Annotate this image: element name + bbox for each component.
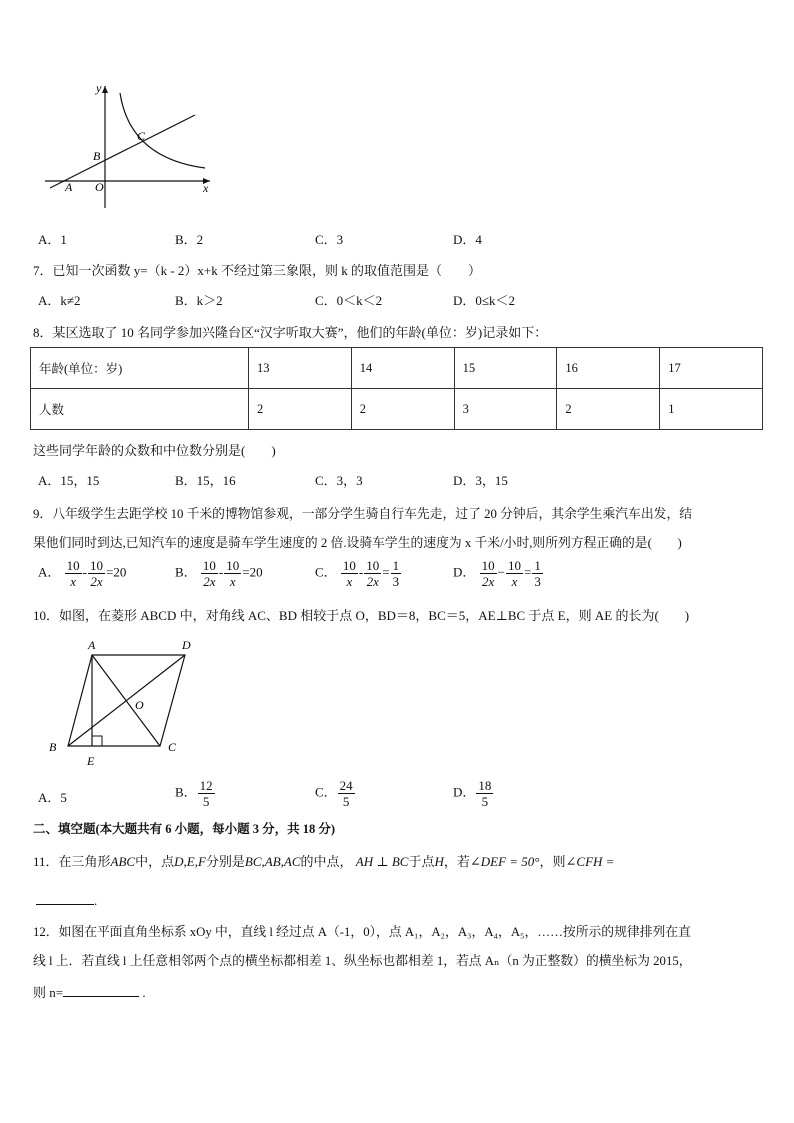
- numerator: 10: [89, 558, 103, 573]
- numerator: 10: [226, 558, 240, 573]
- option-label: D．: [453, 784, 476, 800]
- numerator: 10: [366, 558, 380, 573]
- fraction: [224, 558, 241, 589]
- table-cell: 人数: [31, 389, 249, 430]
- label-C: C: [137, 129, 146, 143]
- q7-option-d[interactable]: D．0≤k＜2: [453, 293, 516, 308]
- q6-option-b[interactable]: B．2: [175, 232, 204, 247]
- age-table: [30, 347, 763, 430]
- text: ，则: [539, 854, 566, 869]
- fraction: [364, 558, 381, 589]
- q12-line1: 12．如图在平面直角坐标系 xOy 中，直线 l 经过点 A（-1，0），点 A₁，A₂，A₃，A₄，A₅，……按所示的规律排列在直: [33, 925, 691, 939]
- section-2-heading: 二、填空题(本大题共有 6 小题，每小题 3 分，共 18 分): [33, 822, 336, 836]
- numerator: 1: [392, 558, 400, 573]
- numerator: 10: [481, 558, 495, 573]
- numerator: 10: [507, 558, 521, 573]
- q6-option-c[interactable]: C．3: [315, 232, 344, 247]
- fraction: [65, 558, 82, 589]
- q10-option-a[interactable]: [38, 787, 67, 806]
- q7-option-c[interactable]: C．0＜k＜2: [315, 293, 383, 308]
- label-E: E: [87, 754, 95, 768]
- math: AH ⊥ BC: [355, 854, 409, 869]
- q8-text: 8．某区选取了 10 名同学参加兴隆台区“汉字听取大赛”，他们的年龄(单位：岁)记录如下：: [33, 325, 548, 340]
- label-O: O: [95, 180, 104, 194]
- table-cell: 3: [454, 389, 557, 430]
- denominator: 2x: [90, 574, 103, 589]
- q8-question: 这些同学年龄的众数和中位数分别是( ): [33, 443, 276, 458]
- rhs: =20: [105, 564, 127, 580]
- hyperbola-graph: [120, 93, 205, 168]
- fraction: [201, 558, 218, 589]
- q12-answer-blank[interactable]: [63, 982, 139, 997]
- q9-option-d[interactable]: [453, 558, 544, 589]
- fraction: [480, 558, 497, 589]
- math: ABC: [110, 854, 136, 869]
- fraction: [338, 778, 355, 809]
- table-cell: 2: [351, 389, 454, 430]
- q8-option-b[interactable]: B．15，16: [175, 473, 236, 488]
- q10-option-d[interactable]: [453, 778, 494, 809]
- q8-option-d[interactable]: D．3，15: [453, 473, 508, 488]
- numerator: 12: [199, 778, 213, 793]
- table-row: [31, 348, 763, 389]
- q6-option-d[interactable]: D．4: [453, 232, 482, 247]
- fraction: [476, 778, 493, 809]
- q9-option-b[interactable]: [175, 558, 263, 589]
- table-cell: 2: [557, 389, 660, 430]
- table-cell: 17: [660, 348, 763, 389]
- operator: −: [497, 564, 505, 580]
- q8-option-c[interactable]: C．3，3: [315, 473, 363, 488]
- fraction: [88, 558, 105, 589]
- line-graph: [50, 115, 195, 188]
- q10-text: 10．如图，在菱形 ABCD 中，对角线 AC、BD 相较于点 O，BD＝8，BC＝5，AE⊥BC 于点 E，则 AE 的长为( ): [33, 608, 690, 623]
- numerator: 18: [478, 778, 492, 793]
- label-B: B: [93, 149, 101, 163]
- math: D,E,F: [174, 854, 206, 869]
- option-label: B．: [175, 564, 197, 580]
- label-x: x: [203, 181, 209, 195]
- denominator: 3: [392, 574, 400, 589]
- text: 中，点: [135, 854, 175, 869]
- label-y: y: [96, 81, 102, 95]
- numerator: 24: [339, 778, 353, 793]
- option-label: D．: [453, 564, 476, 580]
- operator: -: [358, 564, 364, 580]
- operator: -: [82, 564, 87, 580]
- option-value: 5: [60, 790, 67, 805]
- operator: -: [218, 564, 224, 580]
- numerator: 10: [66, 558, 80, 573]
- q10-option-c[interactable]: [315, 778, 356, 809]
- denominator: x: [70, 574, 77, 589]
- math: ∠DEF = 50°: [469, 854, 540, 869]
- text: ，若: [443, 854, 470, 869]
- q7-option-b[interactable]: B．k＞2: [175, 293, 223, 308]
- table-cell: 2: [249, 389, 352, 430]
- option-label: A．: [38, 564, 61, 580]
- fraction: [506, 558, 523, 589]
- numerator: 10: [202, 558, 216, 573]
- text: 于点: [408, 854, 435, 869]
- table-cell: 16: [557, 348, 660, 389]
- numerator: 10: [342, 558, 356, 573]
- label-B: B: [49, 740, 57, 754]
- table-cell: 年龄(单位：岁): [31, 348, 249, 389]
- q11-text: [33, 851, 614, 870]
- label-C: C: [168, 740, 177, 754]
- table-row: [31, 389, 763, 430]
- denominator: x: [346, 574, 353, 589]
- denominator: 2x: [482, 574, 495, 589]
- denominator: x: [229, 574, 236, 589]
- option-label: C．: [315, 564, 337, 580]
- q7-option-a[interactable]: A．k≠2: [38, 293, 81, 308]
- label-A: A: [65, 180, 73, 194]
- fraction: [532, 558, 543, 589]
- table-cell: 15: [454, 348, 557, 389]
- fraction: [198, 778, 215, 809]
- label-D: D: [182, 638, 191, 652]
- option-label: A．: [38, 790, 61, 805]
- denominator: 3: [534, 574, 541, 589]
- right-angle-mark: [92, 736, 102, 746]
- q8-option-a[interactable]: A．15，15: [38, 473, 100, 488]
- q6-option-a[interactable]: A．1: [38, 232, 67, 247]
- fraction: [341, 558, 358, 589]
- denominator: x: [511, 574, 518, 589]
- q7-text: 7．已知一次函数 y=（k - 2）x+k 不经过第三象限，则 k 的取值范围是（ ）: [33, 263, 481, 278]
- math: ∠CFH =: [565, 854, 615, 869]
- hyperbola-line-figure: [40, 78, 220, 213]
- q9-line1: 9．八年级学生去距学校 10 千米的博物馆参观，一部分学生骑自行车先走，过了 20 分钟后，其余学生乘汽车出发，结: [33, 507, 693, 521]
- table-cell: 14: [351, 348, 454, 389]
- denominator: 5: [202, 794, 210, 809]
- q12-line3: 则 n= .: [33, 982, 146, 1001]
- q11-answer-blank[interactable]: .: [36, 890, 97, 909]
- label-O: O: [135, 698, 144, 712]
- diagonal-bd: [68, 655, 185, 746]
- table-cell: 13: [249, 348, 352, 389]
- rhombus-figure: [40, 635, 200, 770]
- text: 分别是: [205, 854, 245, 869]
- rhs: =: [523, 564, 532, 580]
- math: H: [434, 854, 444, 869]
- option-label: B．: [175, 784, 197, 800]
- rhs: =20: [242, 564, 263, 580]
- numerator: 1: [534, 558, 541, 573]
- denominator: 5: [481, 794, 489, 809]
- label-A: A: [88, 638, 96, 652]
- option-label: C．: [315, 784, 337, 800]
- q9-option-c[interactable]: [315, 558, 402, 589]
- table-cell: 1: [660, 389, 763, 430]
- text: 则 n=: [33, 985, 64, 1000]
- math: BC,AB,AC: [244, 854, 301, 869]
- fraction: [391, 558, 402, 589]
- text: 的中点，: [300, 854, 353, 869]
- q9-option-a[interactable]: [38, 558, 126, 589]
- denominator: 5: [342, 794, 350, 809]
- text: 11．在三角形: [33, 854, 111, 869]
- q9-line2: 果他们同时到达,已知汽车的速度是骑车学生速度的 2 倍.设骑车学生的速度为 x 千米/小时,则所列方程正确的是( ): [33, 536, 682, 550]
- q12-line2: 线 l 上．若直线 l 上任意相邻两个点的横坐标都相差 1、纵坐标也都相差 1，若点 Aₙ（n 为正整数）的横坐标为 2015，: [33, 954, 692, 968]
- denominator: 2x: [366, 574, 379, 589]
- denominator: 2x: [203, 574, 216, 589]
- q10-option-b[interactable]: [175, 778, 216, 809]
- rhs: =: [382, 564, 390, 580]
